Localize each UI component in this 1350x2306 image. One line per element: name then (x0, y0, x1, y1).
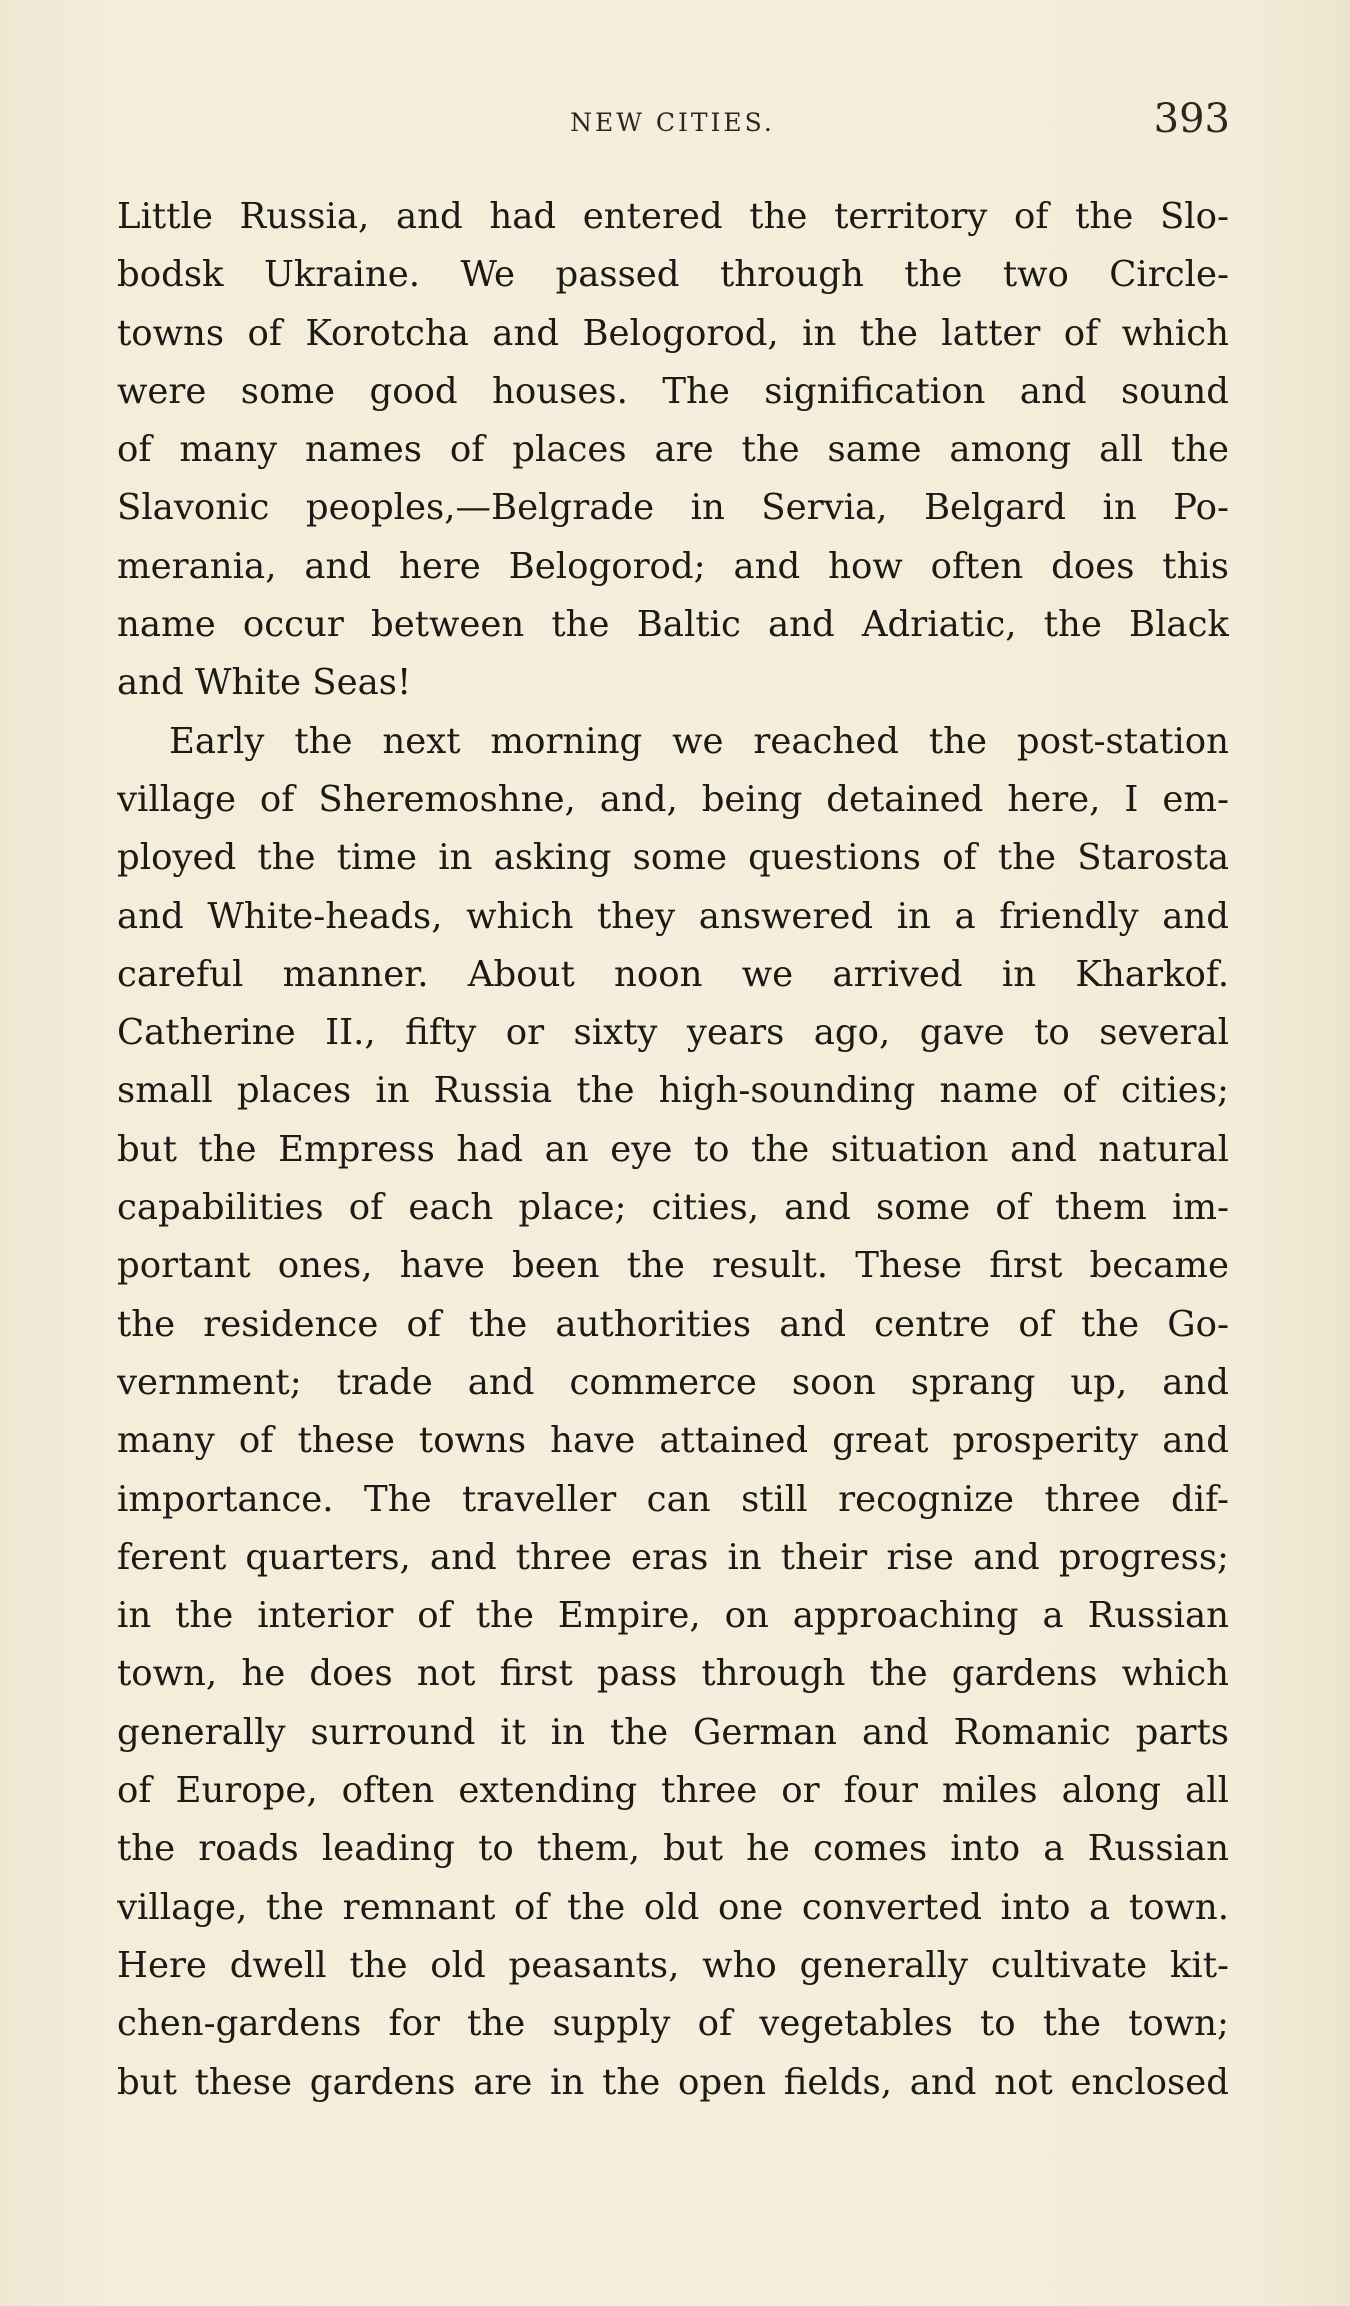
text-line: ferent quarters, and three eras in their rise and progress; (117, 1536, 1229, 1578)
text-line: towns of Korotcha and Belogorod, in the latter of which (117, 312, 1229, 354)
text-line: vernment; trade and commerce soon sprang up, and (117, 1361, 1229, 1403)
text-line: importance. The traveller can still recognize three dif- (117, 1478, 1229, 1520)
running-title: NEW CITIES. (570, 108, 775, 137)
text-line: the residence of the authorities and centre of the Go- (117, 1303, 1229, 1345)
text-line: merania, and here Belogorod; and how often does this (117, 545, 1229, 587)
text-line: and White-heads, which they answered in a friendly and (117, 895, 1229, 937)
text-line: generally surround it in the German and Romanic parts (117, 1711, 1229, 1753)
text-line: were some good houses. The signification and sound (117, 370, 1229, 412)
text-line: but the Empress had an eye to the situation and natural (117, 1128, 1229, 1170)
text-line: the roads leading to them, but he comes into a Russian (117, 1828, 1229, 1870)
text-line: capabilities of each place; cities, and some of them im- (117, 1187, 1229, 1229)
text-line: ployed the time in asking some questions of the Starosta (117, 837, 1229, 879)
text-line: and White Seas! (117, 662, 412, 704)
text-line: village of Sheremoshne, and, being detained here, I em- (117, 778, 1229, 820)
text-line: chen-gardens for the supply of vegetables to the town; (117, 2003, 1229, 2045)
text-line: small places in Russia the high-sounding name of cities; (117, 1070, 1229, 1112)
text-line: careful manner. About noon we arrived in Kharkof. (117, 953, 1229, 995)
text-line: of Europe, often extending three or four miles along all (117, 1770, 1229, 1812)
text-line: of many names of places are the same among all the (117, 429, 1229, 471)
body-text (117, 188, 1229, 2112)
running-head (115, 96, 1230, 146)
text-line: portant ones, have been the result. These first became (117, 1245, 1229, 1287)
text-line: Little Russia, and had entered the territory of the Slo- (117, 196, 1229, 237)
text-line: Catherine II., fifty or sixty years ago, gave to several (117, 1012, 1229, 1054)
text-line: many of these towns have attained great prosperity and (117, 1420, 1229, 1462)
text-line: Slavonic peoples,—Belgrade in Servia, Belgard in Po- (117, 487, 1229, 529)
text-line: but these gardens are in the open fields, and not enclosed (117, 2061, 1229, 2103)
page-number: 393 (1153, 96, 1230, 142)
text-line: village, the remnant of the old one converted into a town. (117, 1886, 1229, 1928)
text-line: town, he does not first pass through the gardens which (117, 1653, 1229, 1695)
text-line: in the interior of the Empire, on approaching a Russian (117, 1595, 1229, 1637)
paragraph-first-line: Early the next morning we reached the post-station (169, 720, 1229, 762)
text-line: Here dwell the old peasants, who generally cultivate kit- (117, 1944, 1229, 1986)
text-line: bodsk Ukraine. We passed through the two Circle- (117, 254, 1229, 296)
text-line: name occur between the Baltic and Adriatic, the Black (117, 604, 1229, 646)
